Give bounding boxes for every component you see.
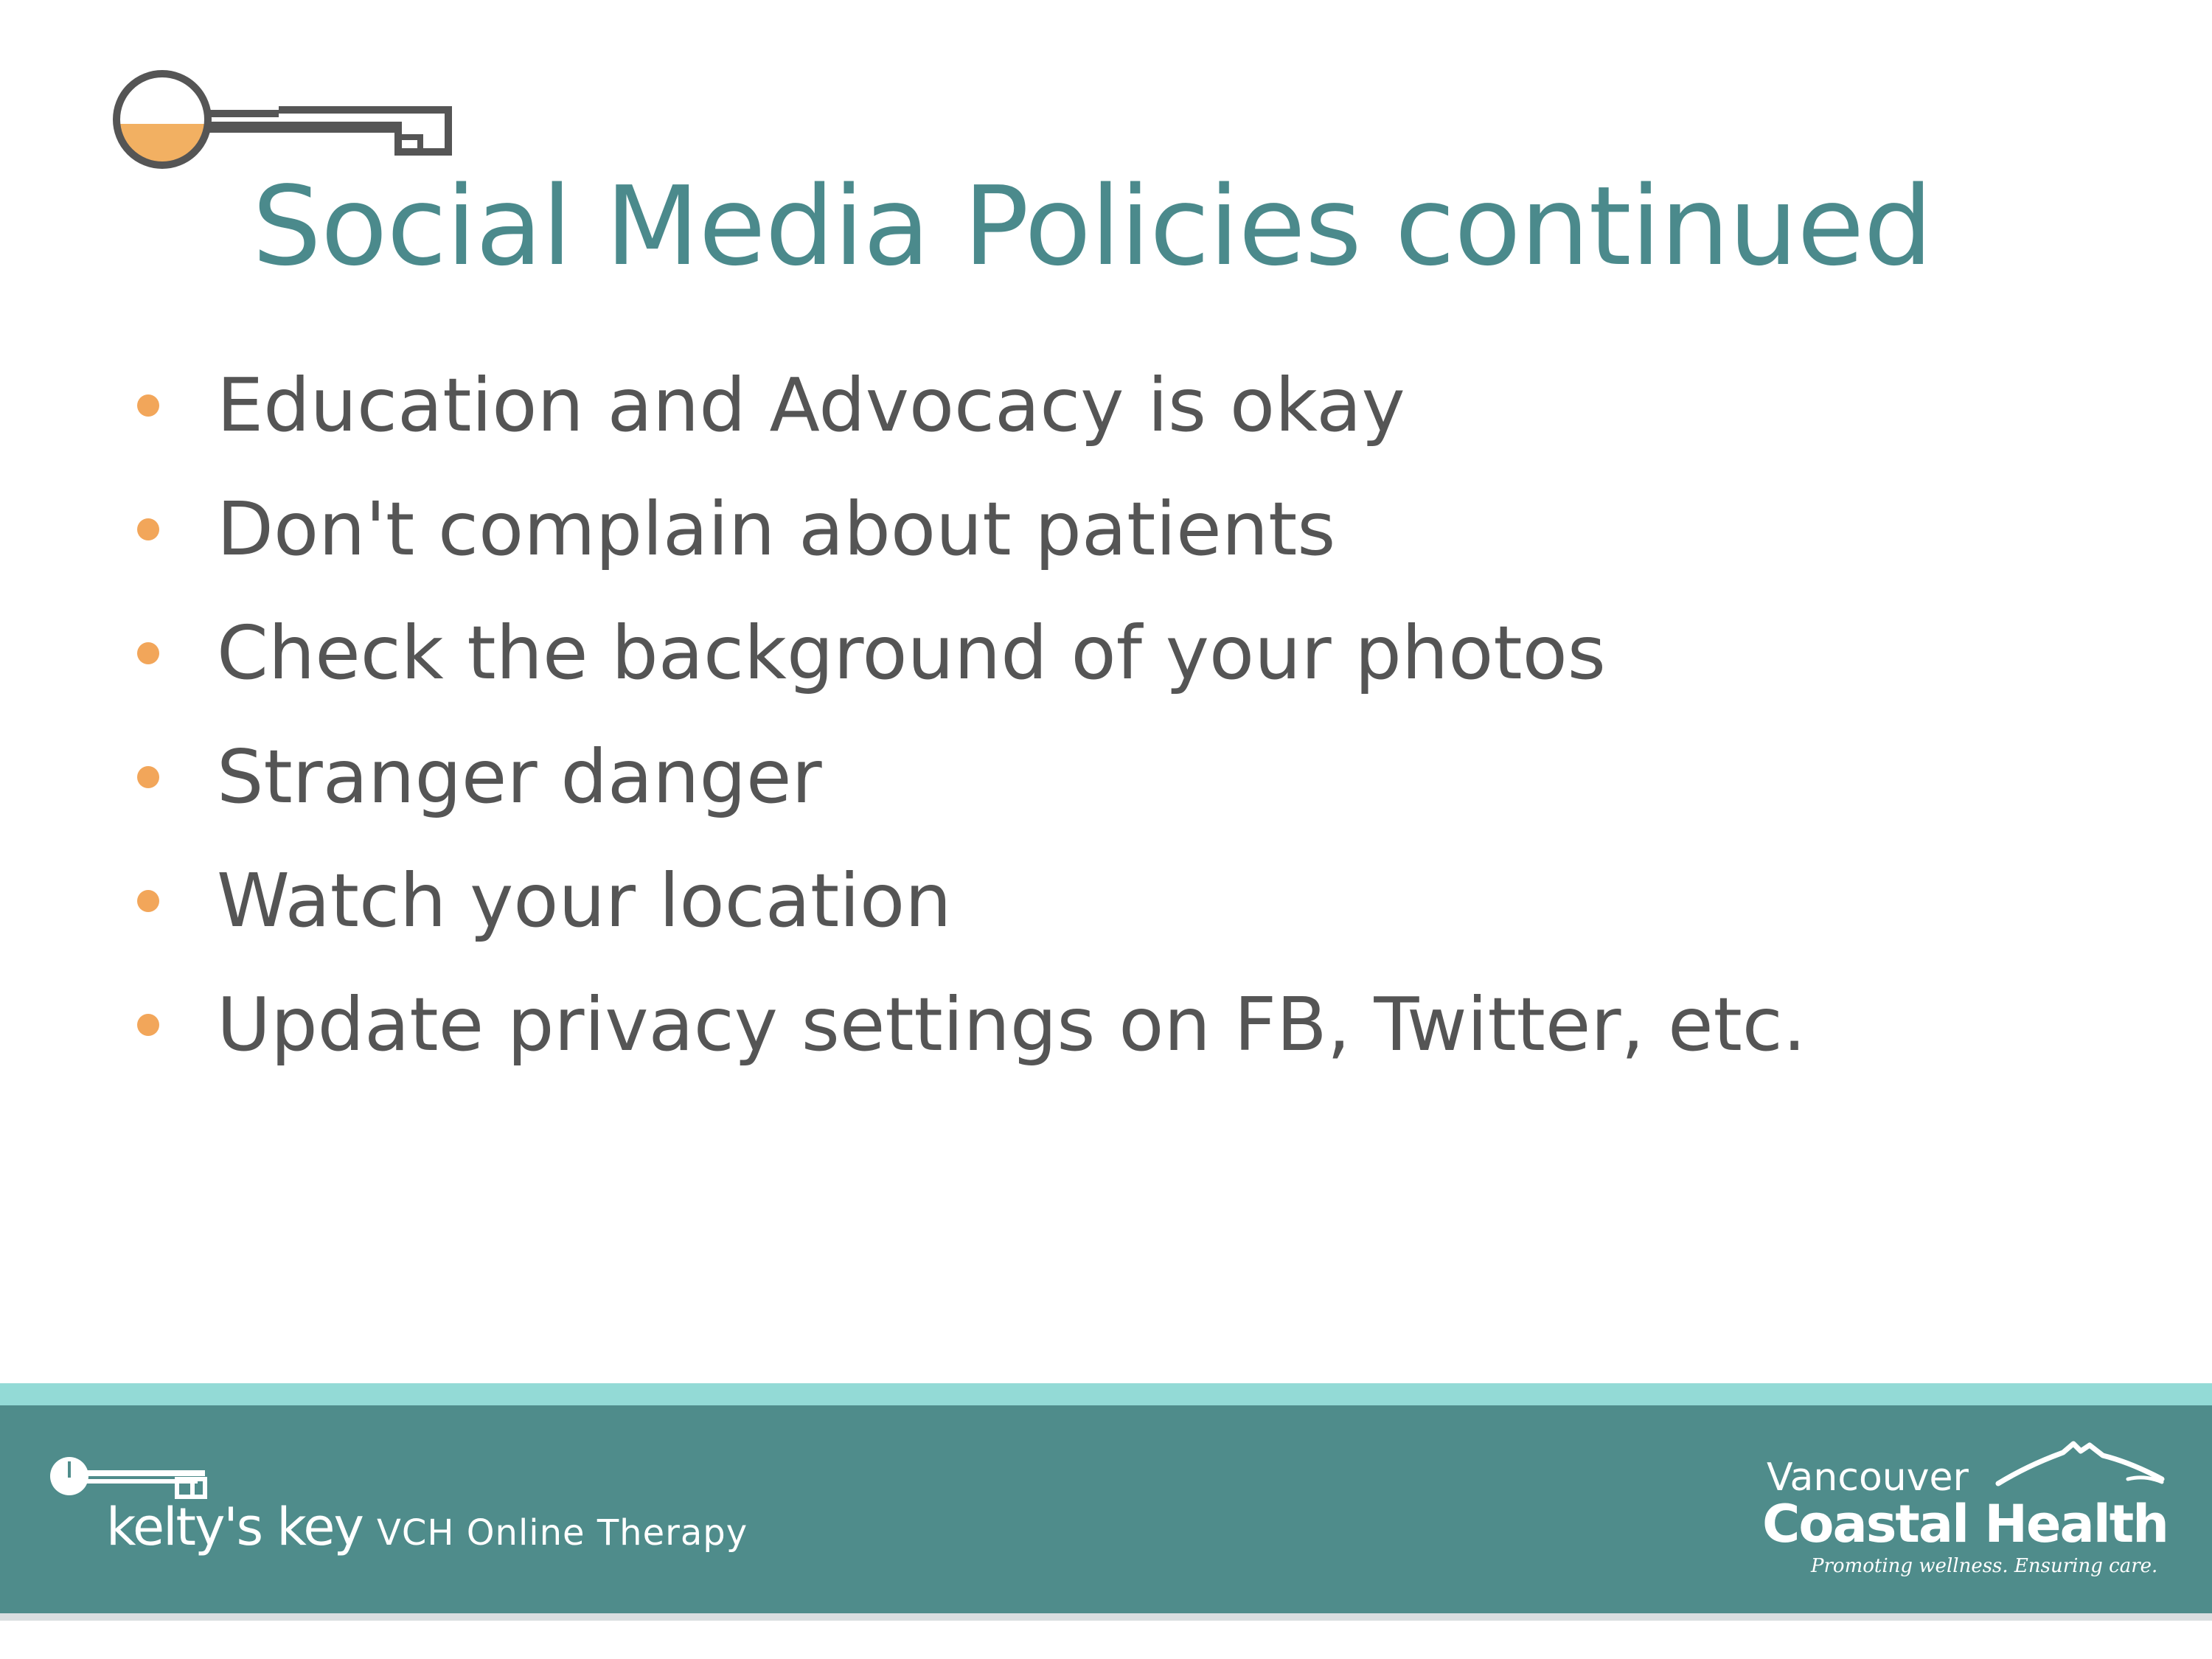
bullet-text: Watch your location	[217, 858, 952, 944]
footer-brand	[106, 1497, 748, 1557]
footer-key-icon	[47, 1454, 209, 1500]
bullet-dot-icon	[137, 1014, 159, 1036]
vch-name-line2: Coastal Health	[1762, 1494, 2168, 1554]
bullet-item	[0, 726, 1991, 829]
bullet-dot-icon	[137, 766, 159, 788]
brand-subtitle: VCH Online Therapy	[377, 1512, 748, 1554]
mountain-icon	[1995, 1438, 2165, 1497]
brand-name: kelty's key	[106, 1497, 363, 1557]
vch-name-line1: Vancouver	[1767, 1455, 1969, 1500]
bullet-dot-icon	[137, 890, 159, 912]
bullet-text: Stranger danger	[217, 734, 822, 820]
bullet-dot-icon	[137, 518, 159, 540]
bullet-dot-icon	[137, 642, 159, 664]
bullet-item	[0, 849, 1991, 953]
bullet-item	[0, 973, 1991, 1077]
bullet-item	[0, 602, 1991, 705]
vch-logo	[1762, 1438, 2175, 1585]
slide-title: Social Media Policies continued	[252, 163, 1933, 290]
bullet-text: Don't complain about patients	[217, 486, 1336, 572]
bullet-item	[0, 478, 1991, 581]
footer-bottom-line	[0, 1613, 2212, 1621]
bullet-item	[0, 354, 1991, 457]
bullet-dot-icon	[137, 394, 159, 417]
bullet-text: Education and Advocacy is okay	[217, 362, 1405, 448]
bullet-text: Check the background of your photos	[217, 610, 1606, 696]
vch-tagline: Promoting wellness. Ensuring care.	[1811, 1555, 2158, 1577]
bullet-text: Update privacy settings on FB, Twitter, etc.	[217, 981, 1806, 1068]
footer-stripe	[0, 1383, 2212, 1405]
